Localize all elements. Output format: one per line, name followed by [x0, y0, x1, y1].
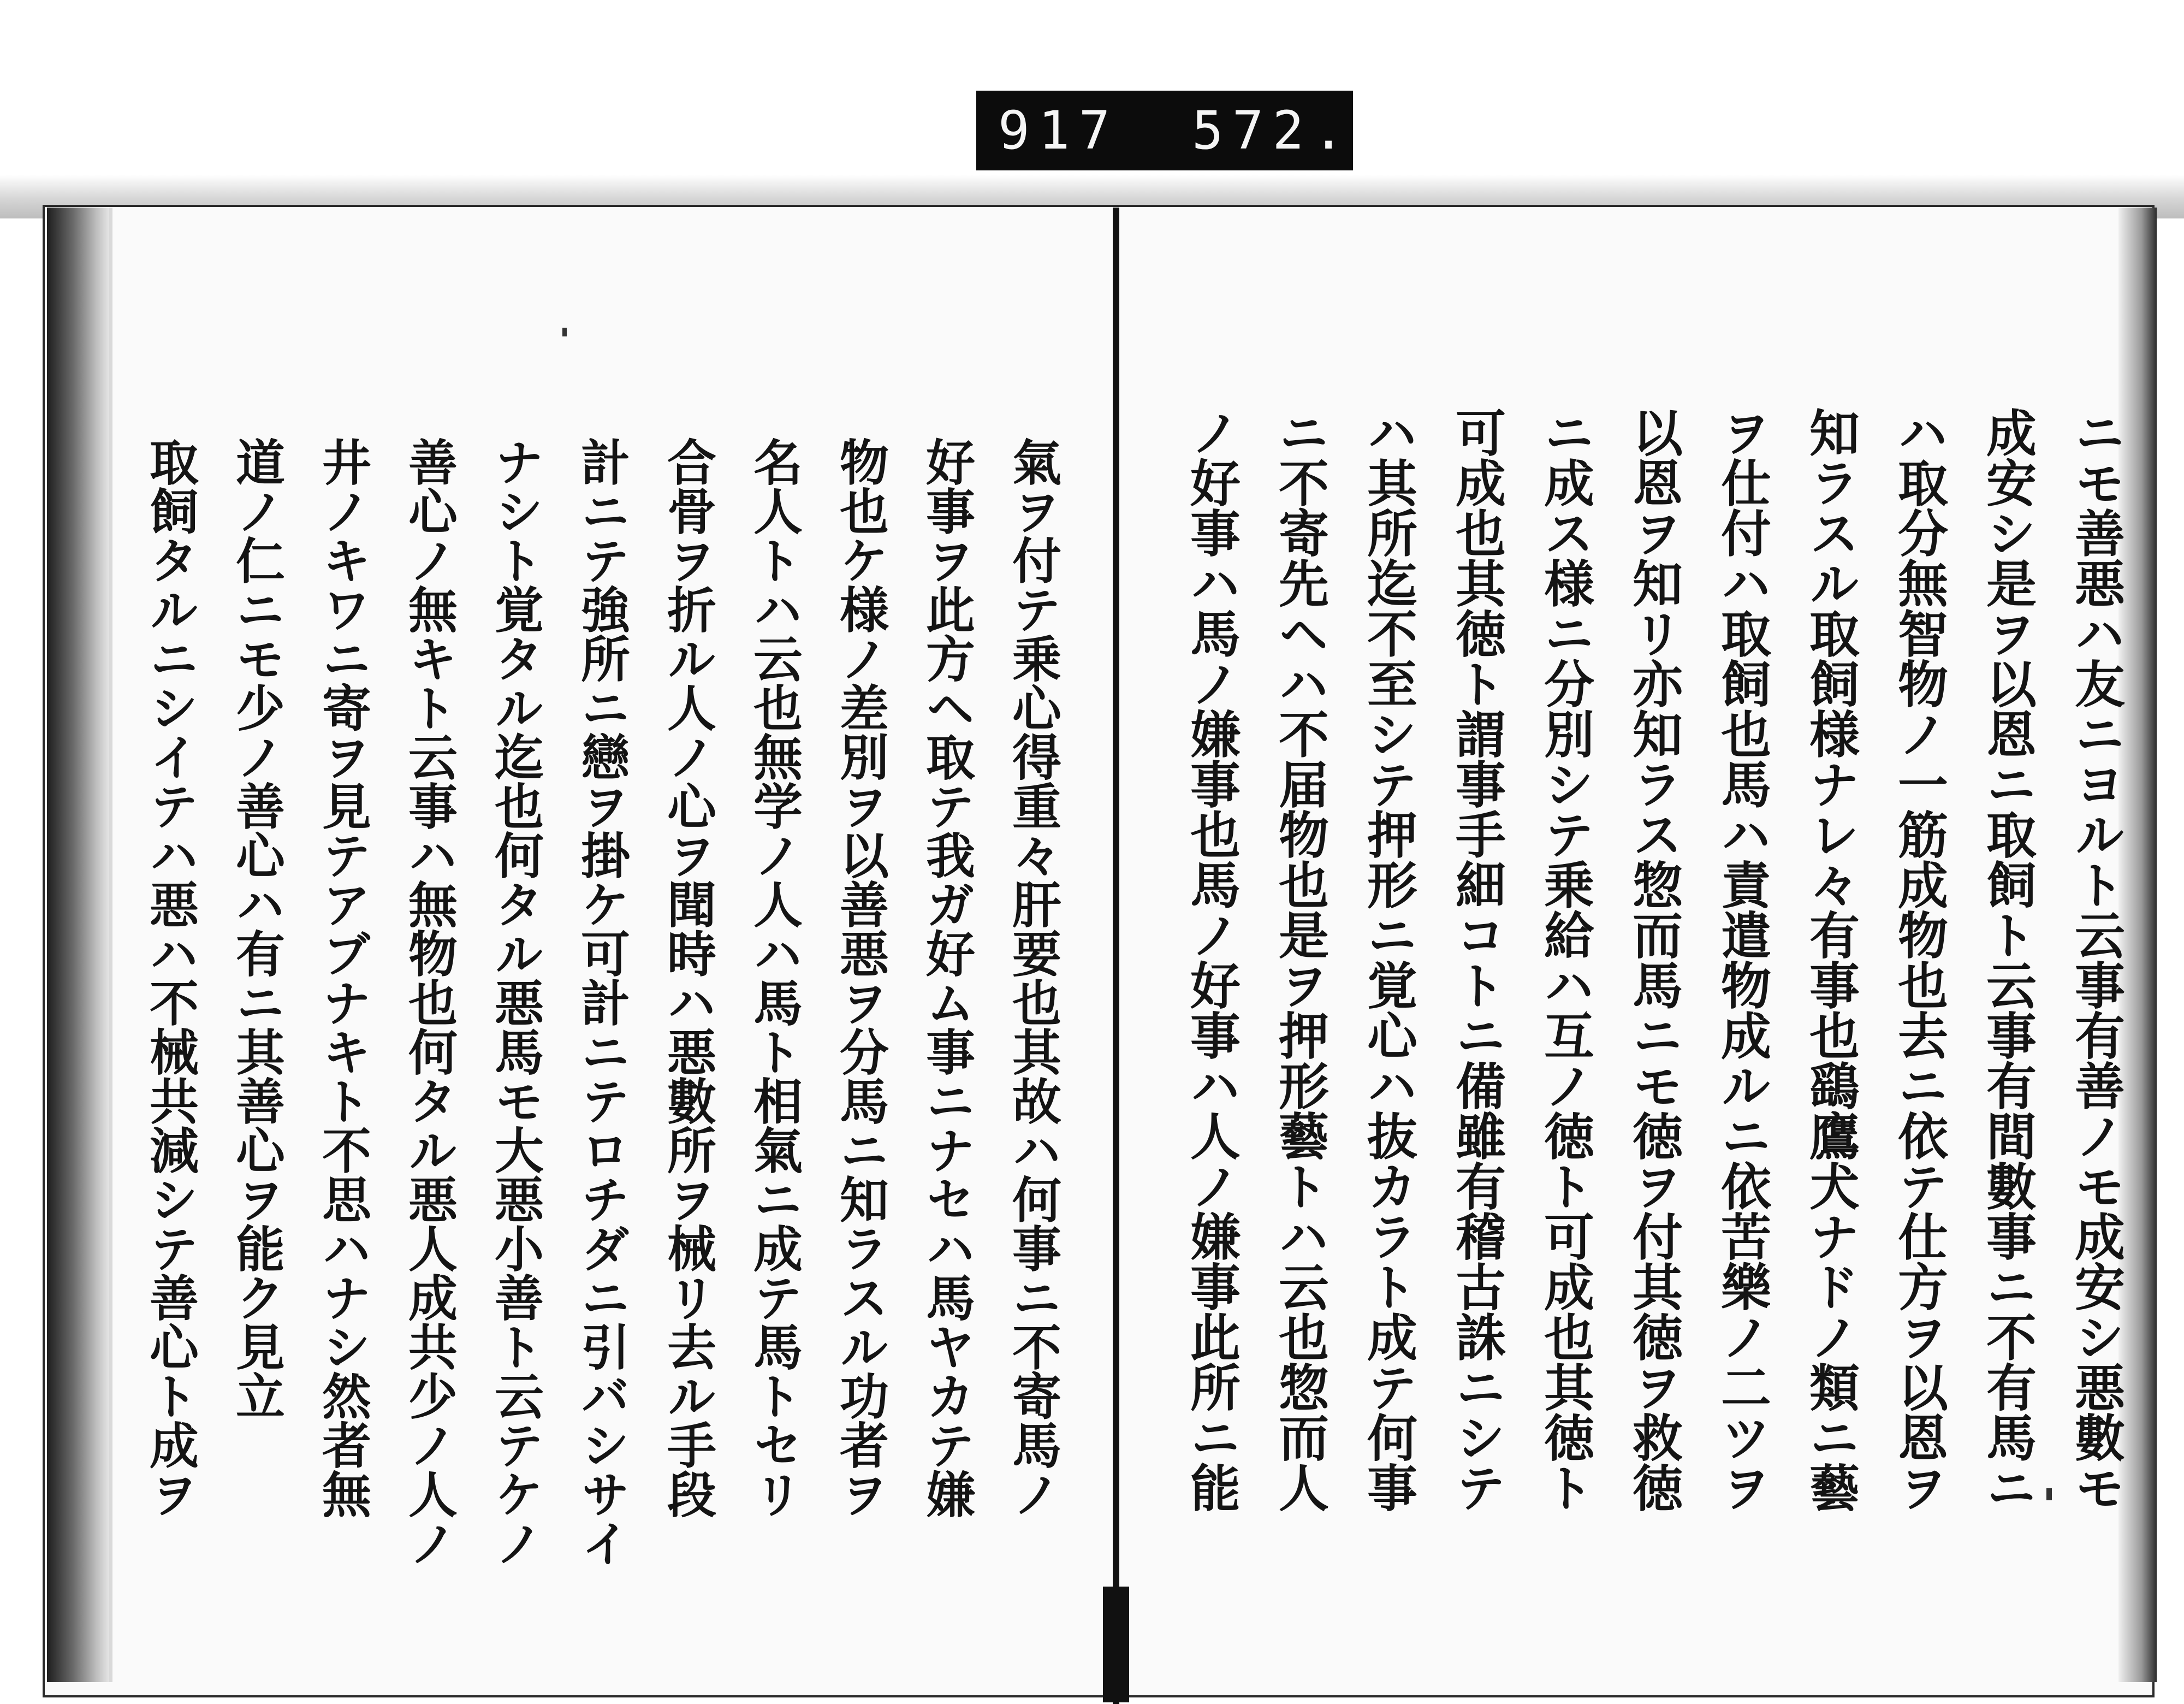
archive-number-left: 917 [998, 100, 1119, 161]
text-column: 可成也其徳ト謂事手細コトニ備雖有稽古誅ニシテ [1447, 407, 1506, 1512]
text-column: ハ其所迄不至シテ押形ニ覚心ハ抜カラト成テ何事 [1359, 407, 1418, 1512]
text-column: ノ好事ハ馬ノ嫌事也馬ノ好事ハ人ノ嫌事此所ニ能 [1182, 407, 1241, 1512]
text-column: 井ノキワニ寄ヲ見テアブナキト不思ハナシ然者無 [313, 437, 371, 1518]
text-column: 取飼タルニシイテハ悪ハ不械共減シテ善心ト成ヲ [141, 437, 199, 1518]
archive-number-label [976, 91, 1353, 170]
text-column: ニ不寄先ヘハ不届物也是ヲ押形藝トハ云也惣而人 [1271, 407, 1330, 1512]
text-column: ヲ仕付ハ取飼也馬ハ責遣物成ルニ依苦樂ノ二ツヲ [1713, 407, 1772, 1512]
stray-mark [2046, 1488, 2052, 1500]
text-column: 合骨ヲ折ル人ノ心ヲ聞時ハ悪數所ヲ械リ去ル手段 [658, 437, 716, 1518]
text-column: 知ラスル取飼様ナレ々有事也鷂鷹犬ナドノ類ニ藝 [1801, 407, 1860, 1512]
text-column: 物也ケ様ノ差別ヲ以善悪ヲ分馬ニ知ラスル功者ヲ [831, 437, 889, 1518]
archive-number-right: 572. [1191, 100, 1353, 161]
text-column: ニ成ス様ニ分別シテ乗給ハ互ノ徳ト可成也其徳ト [1536, 407, 1595, 1512]
center-gutter-foot [1103, 1587, 1129, 1702]
stray-mark [562, 328, 567, 336]
text-column: 善心ノ無キト云事ハ無物也何タル悪人成共少ノ人ノ [400, 437, 458, 1567]
text-column: ナシト覚タル迄也何タル悪馬モ大悪小善ト云テケノ [486, 437, 544, 1567]
text-column: 計ニテ強所ニ戀ヲ掛ケ可計ニテロチダニ引バシサイ [572, 437, 630, 1567]
right-page-text [1182, 407, 2140, 1512]
text-column: 以恩ヲ知リ亦知ラス惣而馬ニモ徳ヲ付其徳ヲ救徳 [1624, 407, 1683, 1512]
left-page-edge [109, 208, 112, 1682]
text-column: ニモ善悪ハ友ニヨルト云事有善ノモ成安シ悪數モ [2067, 407, 2126, 1512]
text-column: ハ取分無智物ノ一筋成物也去ニ依テ仕方ヲ以恩ヲ [1890, 407, 1949, 1512]
center-gutter [1113, 208, 1119, 1704]
text-column: 名人トハ云也無学ノ人ハ馬ト相氣ニ成テ馬トセリ [745, 437, 803, 1518]
text-column: 好事ヲ此方ヘ取テ我ガ好ム事ニナセハ馬ヤカテ嫌 [917, 437, 975, 1518]
left-page-binding-edge [47, 208, 112, 1682]
text-column: 道ノ仁ニモ少ノ善心ハ有ニ其善心ヲ能ク見立 [227, 437, 285, 1420]
left-page-text [126, 437, 1076, 1567]
text-column: 氣ヲ付テ乗心得重々肝要也其故ハ何事ニ不寄馬ノ [1004, 437, 1061, 1518]
text-column: 成安シ是ヲ以恩ニ取飼ト云事有間數事ニ不有馬ニ [1978, 407, 2037, 1512]
